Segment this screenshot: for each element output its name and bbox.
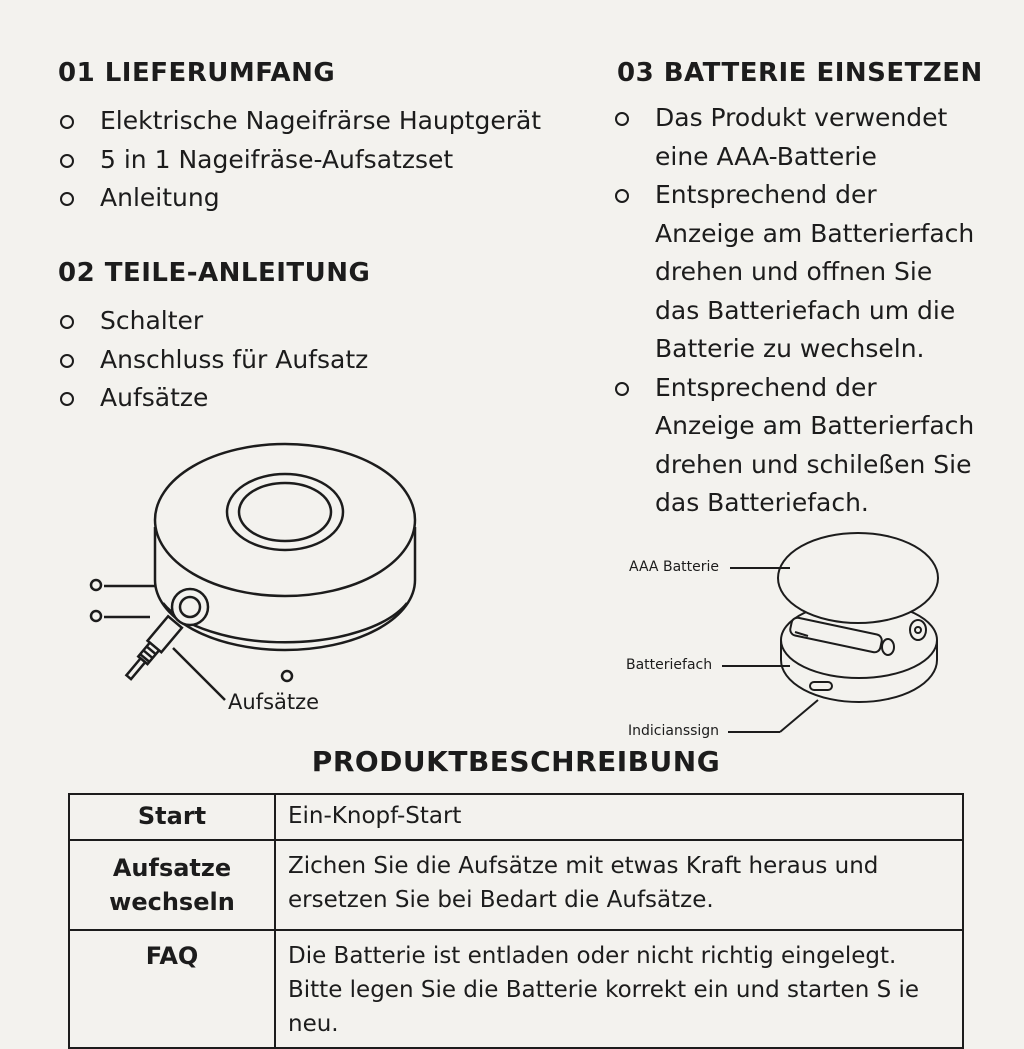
list-item: Elektrische Nageifrärse Hauptgerät xyxy=(60,102,541,141)
attachments-label: Aufsätze xyxy=(228,690,320,714)
section-02-title: 02 TEILE-ANLEITUNG xyxy=(58,258,371,288)
list-item: Aufsätze xyxy=(60,379,368,418)
compartment-label: Batteriefach xyxy=(626,657,713,673)
table-row xyxy=(69,794,963,840)
bullet-circle-icon xyxy=(60,115,74,129)
callout-line xyxy=(173,648,225,700)
bullet-circle-icon xyxy=(60,192,74,206)
callout-line xyxy=(780,700,818,732)
connector-port xyxy=(172,589,208,625)
callout-dot xyxy=(91,611,101,621)
bullet-circle-icon xyxy=(615,112,629,126)
row-key: Aufsatze wechseln xyxy=(69,840,275,930)
battery-label: AAA Batterie xyxy=(629,559,719,575)
device-diagram xyxy=(0,430,600,730)
list-item: Schalter xyxy=(60,302,368,341)
section-01-title: 01 LIEFERUMFANG xyxy=(58,58,336,88)
callout-dot xyxy=(91,580,101,590)
table-row xyxy=(69,930,963,1048)
section-03-title: 03 BATTERIE EINSETZEN xyxy=(617,58,983,88)
list-item: Entsprechend der Anzeige am Batterierfach drehen und schileßen Sie das Batteriefach. xyxy=(615,369,975,523)
row-value: Die Batterie ist entladen oder nicht richtig eingelegt. Bitte legen Sie die Batterie korrekt ein und starten S ie neu. xyxy=(275,930,963,1048)
callout-dot xyxy=(282,671,292,681)
bullet-circle-icon xyxy=(615,189,629,203)
battery-lid xyxy=(778,533,938,623)
section-01-list xyxy=(60,102,541,218)
row-value: Zichen Sie die Aufsätze mit etwas Kraft heraus und ersetzen Sie bei Bedart die Aufsätze. xyxy=(275,840,963,930)
bullet-circle-icon xyxy=(60,154,74,168)
list-item: Anleitung xyxy=(60,179,541,218)
indicator-label: Indicianssign xyxy=(628,723,720,739)
row-key: FAQ xyxy=(69,930,275,1048)
list-item: 5 in 1 Nageifräse-Aufsatzset xyxy=(60,141,541,180)
list-item: Entsprechend der Anzeige am Batterierfach drehen und offnen Sie das Batteriefach um die Batterie zu wechseln. xyxy=(615,176,975,369)
device-top xyxy=(155,444,415,596)
battery-diagram xyxy=(600,520,1024,750)
bullet-circle-icon xyxy=(60,354,74,368)
bullet-circle-icon xyxy=(615,382,629,396)
row-key: Start xyxy=(69,794,275,840)
product-description-title: PRODUKTBESCHREIBUNG xyxy=(311,745,721,778)
section-03-list xyxy=(615,99,975,523)
bullet-circle-icon xyxy=(60,392,74,406)
bullet-circle-icon xyxy=(60,315,74,329)
list-item: Das Produkt verwendet eine AAA-Batterie xyxy=(615,99,975,176)
product-description-table xyxy=(68,793,964,1049)
row-value: Ein-Knopf-Start xyxy=(275,794,963,840)
list-item: Anschluss für Aufsatz xyxy=(60,341,368,380)
table-row xyxy=(69,840,963,930)
section-02-list xyxy=(60,302,368,418)
